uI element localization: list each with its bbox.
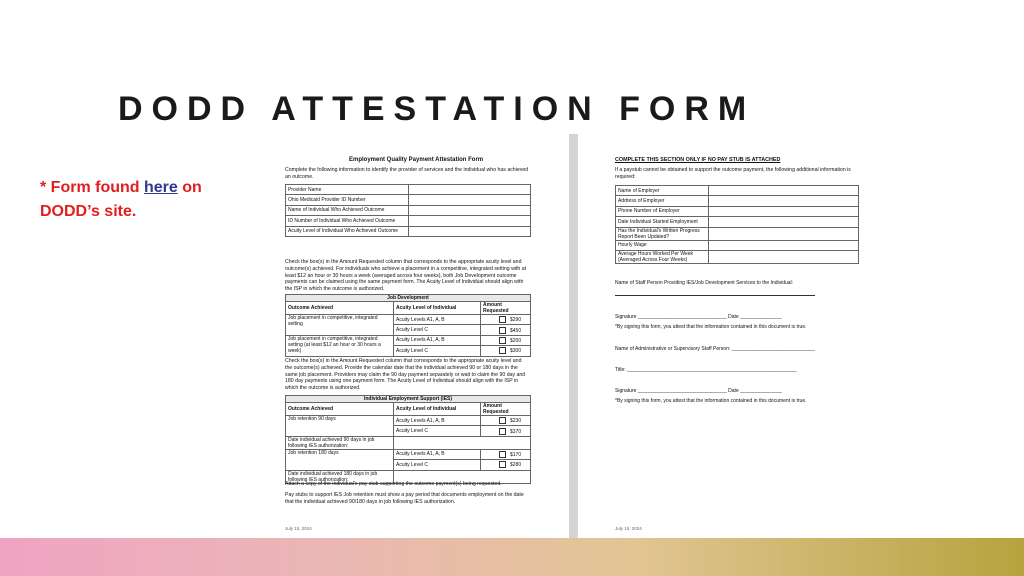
amount-value: $170 (510, 451, 522, 458)
page-separator (569, 134, 578, 544)
checkbox[interactable] (499, 327, 506, 334)
field-value[interactable] (709, 186, 859, 196)
source-note (40, 176, 202, 224)
col-header: Amount Requested (481, 403, 531, 416)
acuity-cell: Acuity Levels A1, A, B (394, 315, 481, 325)
attach-note: Attach a copy of the individual's pay stub supporting the outcome payment(s) being requested. (285, 481, 502, 487)
field-label: Name of Individual Who Achieved Outcome (286, 205, 409, 215)
ies-table (285, 395, 531, 484)
note-suffix: on (177, 179, 202, 196)
amount-cell (481, 416, 531, 426)
form-title: Employment Quality Payment Attestation Form (349, 157, 484, 163)
supervisor-name-line[interactable]: Name of Administrative or Supervisory Staff Person: ______________________________ (615, 346, 816, 352)
field-value[interactable] (709, 240, 859, 250)
staff-name-label: Name of Staff Person Providing IES/Job Development Services to the Individual: (615, 280, 794, 286)
field-label: Provider Name (286, 185, 409, 195)
form-pages (248, 134, 890, 544)
staff-name-line[interactable] (615, 295, 815, 296)
checkbox[interactable] (499, 428, 506, 435)
acuity-cell: Acuity Level C (394, 346, 481, 356)
checkbox[interactable] (499, 316, 506, 323)
field-value[interactable] (409, 226, 531, 236)
col-header: Outcome Achieved (286, 302, 394, 315)
field-value[interactable] (709, 196, 859, 206)
field-label: Average Hours Worked Per Week (Averaged Across Four Weeks) (616, 250, 709, 263)
note-line2: DODD’s site. (40, 203, 137, 220)
checkbox[interactable] (499, 451, 506, 458)
checkbox[interactable] (499, 417, 506, 424)
amount-cell (481, 325, 531, 335)
amount-value: $300 (510, 348, 522, 355)
section-intro: If a paystub cannot be obtained to support the outcome payment, the following additional information is required: (615, 167, 851, 180)
employer-info-table (615, 185, 859, 264)
outcome-cell: Job placement in competitive, integrated setting (at least $12 an hour or 30 hours a week) (286, 335, 394, 356)
outcome-cell: Job retention 180 days (286, 449, 394, 470)
amount-value: $230 (510, 418, 522, 425)
page-footer-date: July 15, 2024 (615, 526, 642, 531)
col-header: Acuity Level of Individual (394, 302, 481, 315)
job-development-table (285, 294, 531, 357)
field-value[interactable] (409, 195, 531, 205)
acuity-cell: Acuity Level C (394, 460, 481, 470)
col-header: Acuity Level of Individual (394, 403, 481, 416)
amount-value: $200 (510, 337, 522, 344)
field-label: Name of Employer (616, 186, 709, 196)
field-label: Hourly Wage (616, 240, 709, 250)
amount-cell (481, 335, 531, 345)
decorative-gradient-bar (0, 538, 1024, 576)
page-footer-date: July 15, 2024 (285, 526, 312, 531)
amount-cell (481, 449, 531, 459)
field-value[interactable] (409, 216, 531, 226)
amount-cell (481, 346, 531, 356)
acuity-cell: Acuity Level C (394, 426, 481, 436)
field-label: Ohio Medicaid Provider ID Number (286, 195, 409, 205)
outcome-cell: Job retention 90 days (286, 416, 394, 437)
amount-value: $450 (510, 327, 522, 334)
paystub-note: Pay stubs to support IES Job retention must show a pay period that documents employment on the date that the individual achieved 90/180 days in job following IES authorization. (285, 492, 524, 505)
form-page-1 (248, 134, 569, 544)
jd-instructions: Check the box(s) in the Amount Requested column that corresponds to the appropriate acuity level and outcome(s) achieved. For individuals who achieve a placement in a competitive, integrated setting with at least $12 an hour or 30 hours a week (averaged across four weeks), both Job Development outcome payments can be claimed using the same payment form. The Acuity Level of Individual should align with the ISP in which the outcome is authorized. (285, 259, 527, 293)
field-value[interactable] (409, 185, 531, 195)
title-line[interactable]: Title: _____________________________________________________________ (615, 367, 797, 373)
amount-value: $370 (510, 428, 522, 435)
signature-line-2[interactable]: Signature ________________________________ Date _______________ (615, 388, 782, 394)
acuity-cell: Acuity Levels A1, A, B (394, 335, 481, 345)
col-header: Outcome Achieved (286, 403, 394, 416)
ies-title: Individual Employment Support (IES) (286, 396, 531, 403)
date-cell: Date individual achieved 90 days in job following IES authorization: (286, 436, 394, 449)
checkbox[interactable] (499, 337, 506, 344)
note-prefix: * Form found (40, 179, 144, 196)
field-value[interactable] (409, 205, 531, 215)
amount-cell (481, 315, 531, 325)
field-label: Has the Individual's Written Progress Report Been Updated? (616, 227, 709, 240)
slide-title: DODD ATTESTATION FORM (118, 90, 756, 128)
here-link[interactable]: here (143, 179, 178, 196)
date-input[interactable] (394, 436, 531, 449)
form-page-2 (578, 134, 890, 544)
amount-value: $290 (510, 317, 522, 324)
acuity-cell: Acuity Levels A1, A, B (394, 449, 481, 459)
signature-line-1[interactable]: Signature ________________________________ Date _______________ (615, 314, 782, 320)
field-value[interactable] (709, 206, 859, 216)
date-cell: Date individual achieved 180 days in job following IES authorization: (286, 470, 394, 483)
col-header: Amount Requested (481, 302, 531, 315)
jd-title: Job Development (286, 295, 531, 302)
provider-info-table (285, 184, 531, 237)
form-intro: Complete the following information to identify the provider of services and the individual who has achieved an outcome. (285, 167, 529, 180)
checkbox[interactable] (499, 461, 506, 468)
acuity-cell: Acuity Levels A1, A, B (394, 416, 481, 426)
field-label: Phone Number of Employer (616, 206, 709, 216)
ies-instructions: Check the box(s) in the Amount Requested column that corresponds to the appropriate acuity level and the outcome(s) achieved. Provide the calendar date that the individual achieved 90 or 180 days in the same job placement. Providers may claim the 90 day payment separately or wait to claim the 90 day and 180 day payments using one payment form. The Acuity Level of Individual should align with the ISP in which the outcome is authorized. (285, 358, 526, 392)
attest-note-2: *By signing this form, you attest that the information contained in this document is true. (615, 398, 807, 404)
field-value[interactable] (709, 250, 859, 263)
outcome-cell: Job placement in competitive, integrated setting (286, 315, 394, 336)
field-label: Acuity Level of Individual Who Achieved Outcome (286, 226, 409, 236)
acuity-cell: Acuity Level C (394, 325, 481, 335)
amount-cell (481, 426, 531, 436)
attest-note-1: *By signing this form, you attest that the information contained in this document is true. (615, 324, 807, 330)
amount-cell (481, 460, 531, 470)
field-label: Address of Employer (616, 196, 709, 206)
section-title: COMPLETE THIS SECTION ONLY IF NO PAY STUB IS ATTACHED (615, 157, 781, 163)
checkbox[interactable] (499, 347, 506, 354)
field-value[interactable] (709, 227, 859, 240)
field-label: ID Number of Individual Who Achieved Outcome (286, 216, 409, 226)
amount-value: $280 (510, 462, 522, 469)
field-label: Date Individual Started Employment (616, 217, 709, 227)
field-value[interactable] (709, 217, 859, 227)
